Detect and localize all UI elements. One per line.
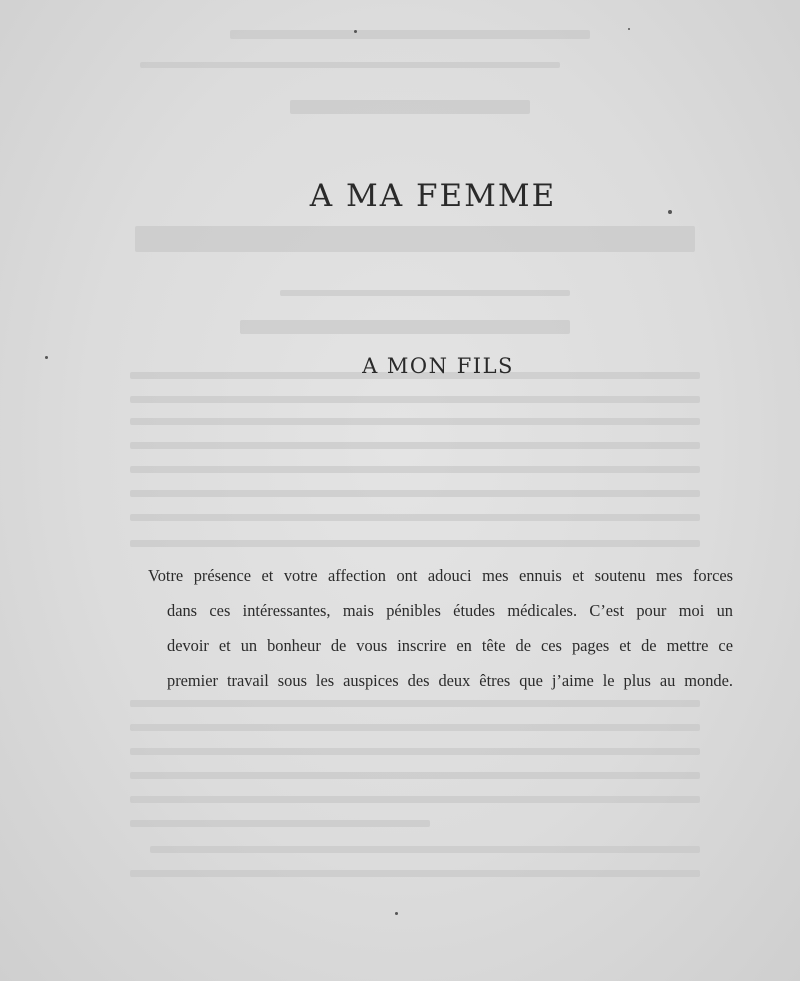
dedication-subtitle: A MON FILS bbox=[362, 354, 514, 378]
paper-speck bbox=[395, 912, 398, 915]
dedication-title: A MA FEMME bbox=[309, 178, 557, 214]
paragraph-line-4: premier travail sous les auspices des deux êtres que j’aime le plus au monde. bbox=[167, 671, 733, 690]
paper-speck bbox=[354, 30, 357, 33]
paragraph-line-2: dans ces intéressantes, mais pénibles études médicales. C’est pour moi un bbox=[167, 601, 733, 620]
paragraph-line-3: devoir et un bonheur de vous inscrire en tête de ces pages et de mettre ce bbox=[167, 636, 733, 655]
paragraph-line-1: Votre présence et votre affection ont adouci mes ennuis et soutenu mes forces bbox=[148, 566, 733, 585]
dedication-paragraph bbox=[148, 563, 733, 703]
paper-speck bbox=[628, 28, 630, 30]
